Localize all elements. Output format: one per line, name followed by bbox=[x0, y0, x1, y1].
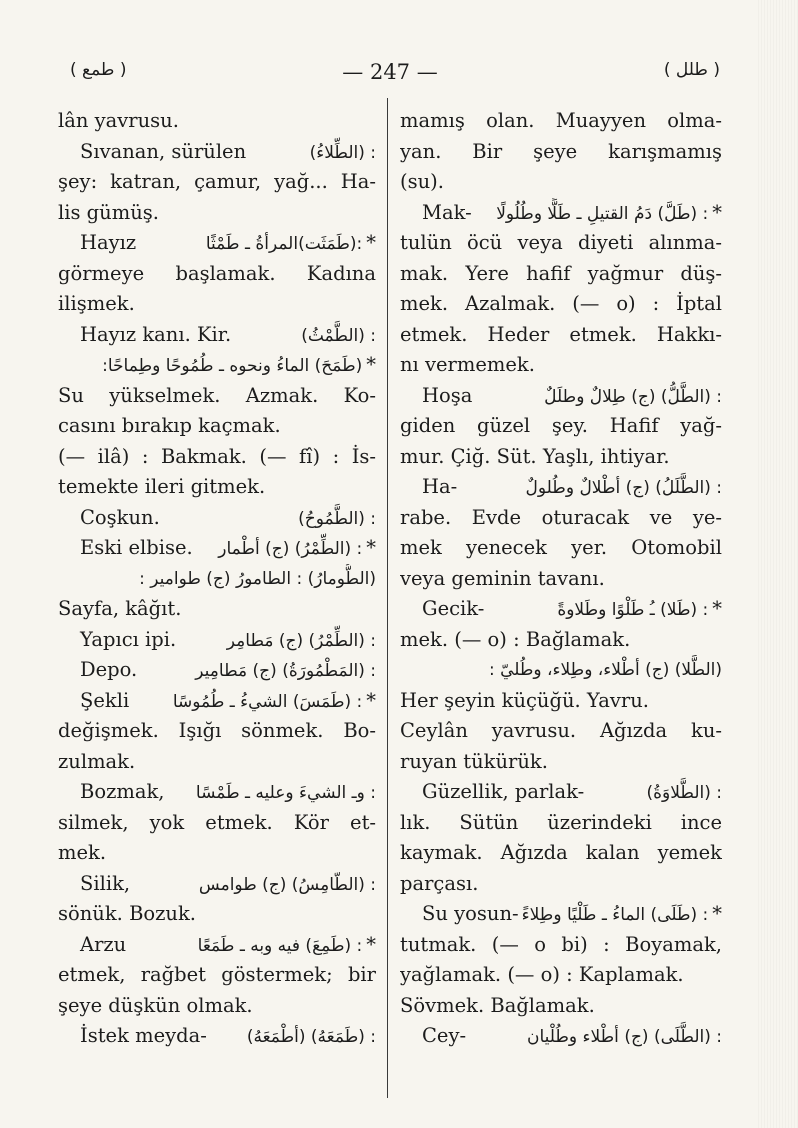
dictionary-entry-line bbox=[400, 899, 722, 930]
entry-term: Yapıcı ipi. bbox=[80, 627, 177, 651]
arabic-headword: : (الطَّلَى) (ج) أطْلاء وطُلْيان bbox=[526, 1027, 722, 1047]
page-edge-shading bbox=[758, 0, 798, 1128]
arabic-headword: : وـ الشيءَ وعليه ـ طَمْسًا bbox=[195, 783, 376, 803]
left-guide-word: ( طمع ) bbox=[70, 60, 127, 80]
headword-group bbox=[527, 1021, 722, 1052]
left-column bbox=[58, 106, 376, 1106]
headword-group bbox=[301, 320, 376, 351]
dictionary-entry-line bbox=[400, 777, 722, 808]
text-line: ilişmek. bbox=[58, 292, 135, 315]
entry-term: Eski elbise. bbox=[80, 536, 193, 559]
dictionary-entry-line bbox=[400, 198, 722, 229]
entry-term: Arzu bbox=[80, 932, 127, 956]
asterisk-marker: * bbox=[366, 932, 376, 956]
page-number: — 247 — bbox=[342, 60, 438, 84]
dictionary-entry-line bbox=[58, 930, 376, 961]
asterisk-marker: * bbox=[366, 536, 376, 559]
entry-term: Cey- bbox=[422, 1024, 467, 1047]
arabic-headword: : (الطَّمْثُ) bbox=[301, 325, 376, 346]
text-line: mamış olan. Muayyen olma- bbox=[400, 109, 722, 132]
entry-term: Hoşa bbox=[422, 383, 473, 407]
page-header bbox=[60, 60, 720, 96]
dictionary-entry-line bbox=[58, 320, 376, 351]
text-line: mek. Azalmak. (— o) : İptal bbox=[400, 292, 722, 315]
text-line: Su yükselmek. Azmak. Ko- bbox=[58, 383, 376, 407]
asterisk-marker: * bbox=[366, 231, 376, 254]
text-line: yan. Bir şeye karışmamış bbox=[400, 139, 722, 163]
text-line: lis gümüş. bbox=[58, 200, 159, 224]
text-line: görmeye başlamak. Kadına bbox=[58, 261, 376, 285]
text-line: mek. bbox=[58, 841, 107, 864]
text-line: zulmak. bbox=[58, 749, 136, 773]
text-line: nı vermemek. bbox=[400, 353, 535, 376]
entry-term: Mak- bbox=[422, 200, 472, 224]
text-line: şey: katran, çamur, yağ... Ha- bbox=[58, 170, 376, 193]
dictionary-entry-line bbox=[58, 625, 376, 656]
dictionary-entry-line bbox=[58, 655, 376, 686]
text-line: etmek. Heder etmek. Hakkı- bbox=[400, 322, 722, 346]
entry-term: Hayız bbox=[80, 231, 137, 254]
headword-group bbox=[298, 503, 376, 534]
asterisk-marker: * bbox=[712, 902, 722, 925]
entry-term: Bozmak, bbox=[80, 780, 165, 803]
dictionary-entry-line bbox=[58, 228, 376, 259]
entry-term: Su yosun- bbox=[422, 902, 519, 925]
headword-group bbox=[522, 899, 722, 930]
text-line: temekte ileri gitmek. bbox=[58, 475, 266, 498]
arabic-headword: : (الطِّمْرُ) (ج) أطْمار bbox=[218, 539, 363, 559]
arabic-entry-line bbox=[58, 350, 376, 381]
dictionary-entry-line bbox=[58, 1021, 376, 1052]
arabic-headword: : (الطِّمْرُ) (ج) مَطامِر bbox=[226, 630, 376, 651]
text-line: Sayfa, kâğıt. bbox=[58, 597, 182, 620]
arabic-headword: (طَمَحَ) الماءُ ونحوه ـ طُمُوحًا وطِماحًا: bbox=[102, 356, 363, 376]
headword-group bbox=[227, 625, 376, 656]
right-guide-word: ( طلل ) bbox=[663, 60, 720, 80]
headword-group bbox=[557, 594, 722, 625]
asterisk-marker: * bbox=[712, 200, 722, 224]
dictionary-entry-line bbox=[58, 777, 376, 808]
dictionary-entry-line bbox=[58, 533, 376, 564]
arabic-headword: : (طَمِعَ) فيه وبه ـ طَمَعًا bbox=[197, 935, 363, 956]
entry-term: Gecik- bbox=[422, 597, 485, 620]
headword-group bbox=[206, 228, 376, 259]
text-line: tulün öcü veya diyeti alınma- bbox=[400, 231, 722, 254]
text-line: mur. Çiğ. Süt. Yaşlı, ihtiyar. bbox=[400, 444, 670, 468]
headword-group bbox=[496, 198, 722, 229]
headword-group bbox=[247, 1021, 376, 1052]
text-line: mek. (— o) : Bağlamak. bbox=[400, 627, 631, 651]
headword-group bbox=[199, 869, 376, 900]
entry-term: Hayız kanı. Kir. bbox=[80, 322, 232, 346]
headword-group bbox=[195, 655, 376, 686]
headword-group bbox=[196, 777, 376, 808]
dictionary-entry-line bbox=[400, 381, 722, 412]
text-line: Sövmek. Bağlamak. bbox=[400, 993, 595, 1017]
entry-term: Şekli bbox=[80, 688, 130, 712]
dictionary-entry-line bbox=[400, 594, 722, 625]
entry-term: Depo. bbox=[80, 658, 138, 681]
dictionary-entry-line bbox=[58, 137, 376, 168]
arabic-headword: :(طَمَثَت)المرأةُ ـ طَمْثًا bbox=[205, 234, 363, 254]
arabic-headword: : (طَمَسَ) الشيءُ ـ طُمُوسًا bbox=[172, 691, 363, 712]
text-line: tutmak. (— o bi) : Boyamak, bbox=[400, 932, 722, 956]
text-line: şeye düşkün olmak. bbox=[58, 993, 253, 1017]
headword-group bbox=[310, 137, 376, 168]
text-line: rabe. Evde oturacak ve ye- bbox=[400, 505, 722, 529]
dictionary-entry-line bbox=[400, 1021, 722, 1052]
text-line: Her şeyin küçüğü. Yavru. bbox=[400, 688, 649, 712]
dictionary-entry-line bbox=[58, 869, 376, 900]
entry-term: Sıvanan, sürülen bbox=[80, 139, 247, 163]
arabic-headword: : (الطِّلاءُ) bbox=[309, 142, 376, 163]
arabic-headword: : (طَلَى) الماءُ ـ طَلْيًا وطِلاءً bbox=[521, 905, 709, 925]
arabic-headword: : (طَلا) ـُ طَلْوًا وطَلاوةً bbox=[557, 600, 709, 620]
dictionary-entry-line bbox=[400, 472, 722, 503]
entry-term: Coşkun. bbox=[80, 505, 160, 529]
text-line: parçası. bbox=[400, 871, 479, 895]
text-line: (— ilâ) : Bakmak. (— fî) : İs- bbox=[58, 444, 376, 468]
arabic-headword: : (الطَّمُوحُ) bbox=[298, 508, 376, 529]
text-line: kaymak. Ağızda kalan yemek bbox=[400, 841, 722, 864]
arabic-headword: : (طَلَّ) دَمُ القتيلِ ـ طَلًّا وطُلُولًا bbox=[496, 203, 709, 224]
headword-group bbox=[646, 777, 722, 808]
text-line: mak. Yere hafif yağmur düş- bbox=[400, 261, 722, 285]
arabic-headword: : (الطَّلاوَةُ) bbox=[646, 783, 722, 803]
asterisk-marker: * bbox=[366, 353, 376, 376]
text-line: veya geminin tavanı. bbox=[400, 566, 605, 590]
arabic-headword: : (المَطْمُورَةُ) (ج) مَطامِير bbox=[195, 661, 376, 681]
headword-group bbox=[544, 381, 722, 412]
arabic-entry-line bbox=[400, 655, 722, 686]
asterisk-marker: * bbox=[712, 597, 722, 620]
arabic-headword: : (طَمَعَهُ) (أطْمَعَهُ) bbox=[246, 1027, 376, 1047]
headword-group bbox=[173, 686, 376, 717]
arabic-entry-line bbox=[58, 564, 376, 595]
arabic-headword: : (الطَّلُّ) (ج) طِلالٌ وطلَلٌ bbox=[544, 386, 722, 407]
text-line: Ceylân yavrusu. Ağızda ku- bbox=[400, 719, 722, 742]
entry-term: Güzellik, parlak- bbox=[422, 780, 585, 803]
text-line: yağlamak. (— o) : Kaplamak. bbox=[400, 963, 684, 986]
text-line: lân yavrusu. bbox=[58, 109, 179, 132]
arabic-headword: : (الطّامِسُ) (ج) طوامس bbox=[198, 874, 376, 895]
text-line: değişmek. Işığı sönmek. Bo- bbox=[58, 719, 376, 742]
entry-term: Ha- bbox=[422, 475, 458, 498]
text-line: silmek, yok etmek. Kör et- bbox=[58, 810, 376, 834]
headword-group bbox=[218, 533, 376, 564]
headword-group bbox=[526, 472, 722, 503]
text-line: (su). bbox=[400, 170, 444, 193]
right-column bbox=[400, 106, 722, 1106]
text-line: etmek, rağbet göstermek; bir bbox=[58, 963, 376, 986]
headword-group bbox=[198, 930, 376, 961]
asterisk-marker: * bbox=[366, 688, 376, 712]
entry-term: Silik, bbox=[80, 871, 131, 895]
text-line: sönük. Bozuk. bbox=[58, 902, 196, 925]
text-line: casını bırakıp kaçmak. bbox=[58, 414, 281, 437]
text-line: ruyan tükürük. bbox=[400, 749, 548, 773]
dictionary-entry-line bbox=[58, 686, 376, 717]
entry-term: İstek meyda- bbox=[80, 1024, 207, 1047]
arabic-headword: (الطَّلا) (ج) أطْلاء، وطِلاء، وطُليّ : bbox=[488, 660, 722, 680]
arabic-headword: : (الطَّلَلُ) (ج) أطْلالٌ وطُلولٌ bbox=[525, 478, 722, 498]
text-line: lık. Sütün üzerindeki ince bbox=[400, 810, 722, 834]
text-line: mek yenecek yer. Otomobil bbox=[400, 536, 722, 559]
text-line: giden güzel şey. Hafif yağ- bbox=[400, 414, 722, 437]
dictionary-entry-line bbox=[58, 503, 376, 534]
arabic-headword: (الطُّومارُ) : الطامورُ (ج) طوامير : bbox=[139, 568, 376, 589]
column-divider bbox=[387, 98, 388, 1098]
